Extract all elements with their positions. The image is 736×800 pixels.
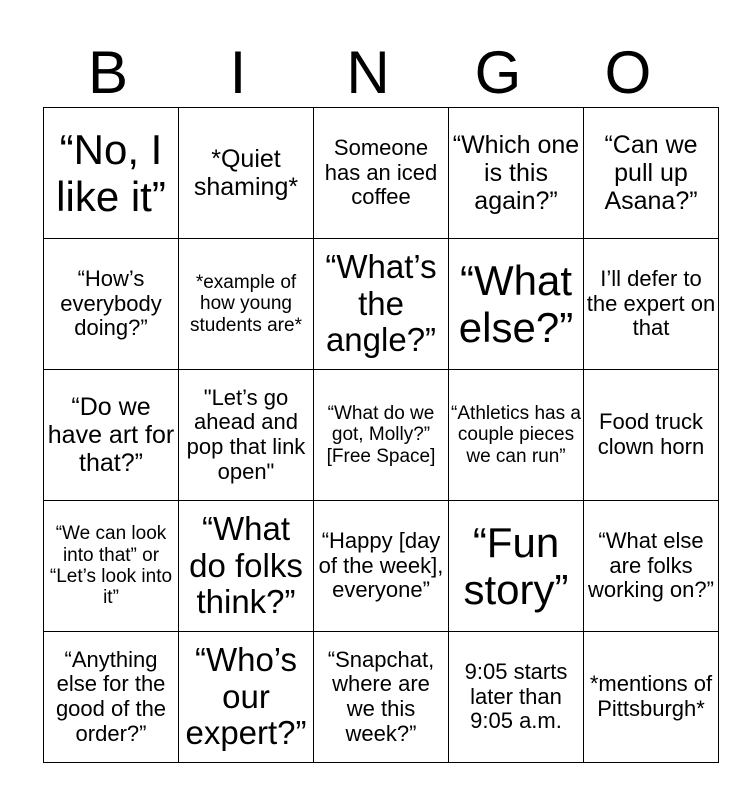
bingo-cell: “What do folks think?” xyxy=(179,501,314,632)
bingo-cell: "Let’s go ahead and pop that link open" xyxy=(179,370,314,501)
bingo-cell: “What else?” xyxy=(449,239,584,370)
bingo-row-3 xyxy=(44,370,719,501)
bingo-cell: “What do we got, Molly?” [Free Space] xyxy=(314,370,449,501)
bingo-row-5 xyxy=(44,632,719,763)
bingo-cell: *example of how young students are* xyxy=(179,239,314,370)
bingo-cell: “What’s the angle?” xyxy=(314,239,449,370)
bingo-cell: “Fun story” xyxy=(449,501,584,632)
bingo-cell: “Who’s our expert?” xyxy=(179,632,314,763)
bingo-cell: “What else are folks working on?” xyxy=(584,501,719,632)
bingo-cell: “Which one is this again?” xyxy=(449,108,584,239)
bingo-row-1 xyxy=(44,108,719,239)
bingo-cell: “How’s everybody doing?” xyxy=(44,239,179,370)
bingo-cell: “Happy [day of the week], everyone” xyxy=(314,501,449,632)
bingo-cell: “No, I like it” xyxy=(44,108,179,239)
bingo-header xyxy=(43,40,693,106)
header-letter-n: N xyxy=(346,39,390,106)
bingo-cell: “Snapchat, where are we this week?” xyxy=(314,632,449,763)
header-letter-b: B xyxy=(87,39,129,106)
bingo-cell: Food truck clown horn xyxy=(584,370,719,501)
header-letter-o: O xyxy=(604,39,652,106)
bingo-card-grid xyxy=(43,107,719,763)
bingo-cell: Someone has an iced coffee xyxy=(314,108,449,239)
bingo-cell: *Quiet shaming* xyxy=(179,108,314,239)
bingo-cell: 9:05 starts later than 9:05 a.m. xyxy=(449,632,584,763)
header-letter-i: I xyxy=(229,39,247,106)
bingo-cell: *mentions of Pittsburgh* xyxy=(584,632,719,763)
bingo-cell: I’ll defer to the expert on that xyxy=(584,239,719,370)
bingo-cell: “We can look into that” or “Let’s look into it” xyxy=(44,501,179,632)
header-letter-g: G xyxy=(474,39,522,106)
bingo-cell: “Anything else for the good of the order?” xyxy=(44,632,179,763)
bingo-cell: “Can we pull up Asana?” xyxy=(584,108,719,239)
bingo-row-4 xyxy=(44,501,719,632)
bingo-cell: “Athletics has a couple pieces we can run” xyxy=(449,370,584,501)
bingo-cell: “Do we have art for that?” xyxy=(44,370,179,501)
bingo-row-2 xyxy=(44,239,719,370)
